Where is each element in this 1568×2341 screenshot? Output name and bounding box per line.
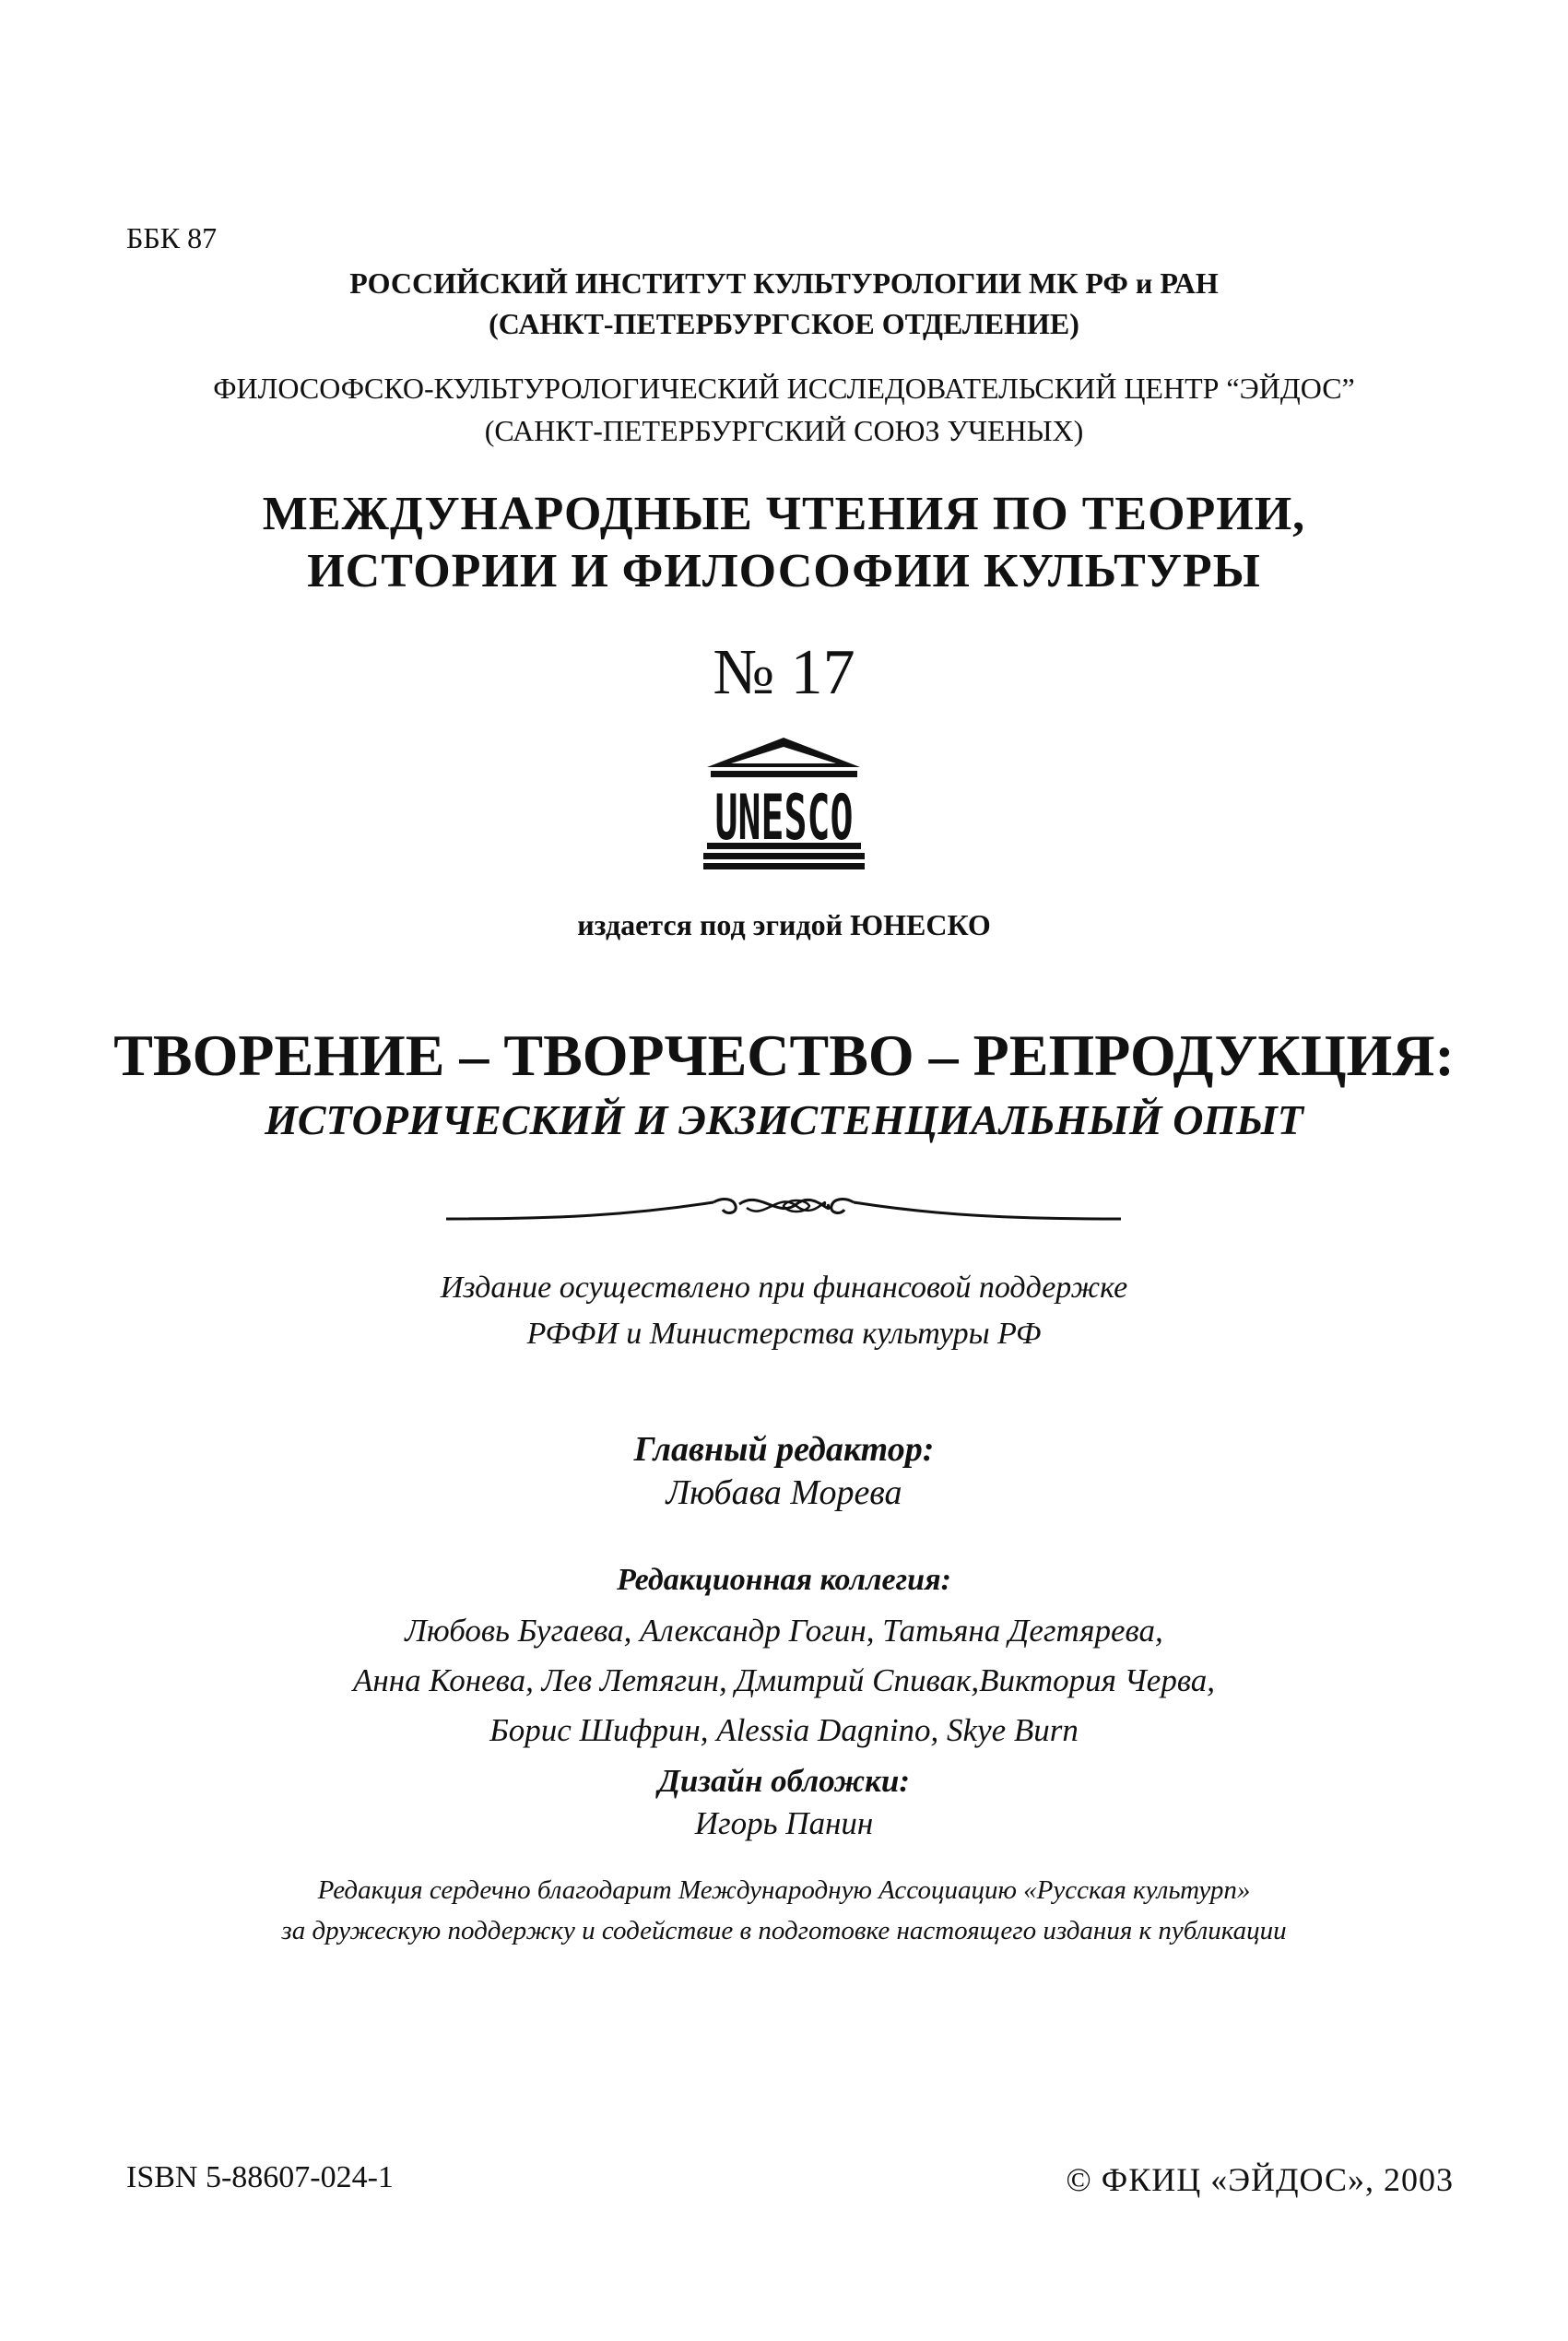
editorial-board-label: Редакционная коллегия:: [617, 1563, 951, 1597]
editor-label: Главный редактор:: [633, 1430, 935, 1469]
acknowledgement-line-2: за дружескую поддержку и содействие в подготовке настоящего издания к публикации: [281, 1916, 1287, 1945]
funding-line-2: РФФИ и Министерства культуры РФ: [526, 1317, 1042, 1351]
unesco-logo-text: UNESCO: [714, 782, 854, 855]
series-title-line-2: ИСТОРИИ И ФИЛОСОФИИ КУЛЬТУРЫ: [307, 545, 1261, 597]
institute-header: [0, 263, 1568, 344]
series-title-line-1: МЕЖДУНАРОДНЫЕ ЧТЕНИЯ ПО ТЕОРИИ,: [262, 488, 1306, 540]
decorative-divider: [446, 1182, 1121, 1238]
acknowledgement: [0, 1870, 1568, 1951]
funding-note: [0, 1265, 1568, 1357]
series-title: [0, 486, 1568, 600]
issue-number: № 17: [713, 637, 855, 708]
editor-name: Любава Морева: [666, 1473, 902, 1512]
editorial-board-members: [0, 1606, 1568, 1756]
research-center-line-2: (САНКТ-ПЕТЕРБУРГСКИЙ СОЮЗ УЧЕНЫХ): [484, 414, 1084, 447]
copyright: © ФКИЦ «ЭЙДОС», 2003: [1066, 2161, 1454, 2198]
institute-line-2: (САНКТ-ПЕТЕРБУРГСКОЕ ОТДЕЛЕНИЕ): [489, 307, 1079, 340]
acknowledgement-line-1: Редакция сердечно благодарит Международную Ассоциацию «Русская культурп»: [317, 1875, 1251, 1905]
bbk-code: ББК 87: [126, 221, 218, 254]
unesco-logo: [703, 734, 865, 877]
funding-line-1: Издание осуществлено при финансовой поддержке: [440, 1271, 1128, 1305]
institute-line-1: РОССИЙСКИЙ ИНСТИТУТ КУЛЬТУРОЛОГИИ МК РФ и РАН: [349, 266, 1219, 300]
unesco-aegis-note: издается под эгидой ЮНЕСКО: [577, 908, 991, 941]
board-line-3: Борис Шифрин, Alessia Dagnino, Skye Burn: [489, 1712, 1079, 1748]
isbn: ISBN 5-88607-024-1: [126, 2160, 394, 2194]
board-line-1: Любовь Бугаева, Александр Гогин, Татьяна Дегтярева,: [405, 1613, 1163, 1649]
board-line-2: Анна Конева, Лев Летягин, Дмитрий Спивак,Виктория Черва,: [352, 1662, 1216, 1698]
book-subtitle: ИСТОРИЧЕСКИЙ И ЭКЗИСТЕНЦИАЛЬНЫЙ ОПЫТ: [265, 1096, 1303, 1143]
cover-design-label: Дизайн обложки:: [657, 1763, 911, 1799]
cover-design-name: Игорь Панин: [694, 1805, 874, 1841]
book-title: ТВОРЕНИЕ – ТВОРЧЕСТВО – РЕПРОДУКЦИЯ:: [113, 1023, 1455, 1088]
research-center-line-1: ФИЛОСОФСКО-КУЛЬТУРОЛОГИЧЕСКИЙ ИССЛЕДОВАТЕЛЬСКИЙ ЦЕНТР “ЭЙДОС”: [213, 372, 1355, 405]
research-center-header: [0, 367, 1568, 452]
